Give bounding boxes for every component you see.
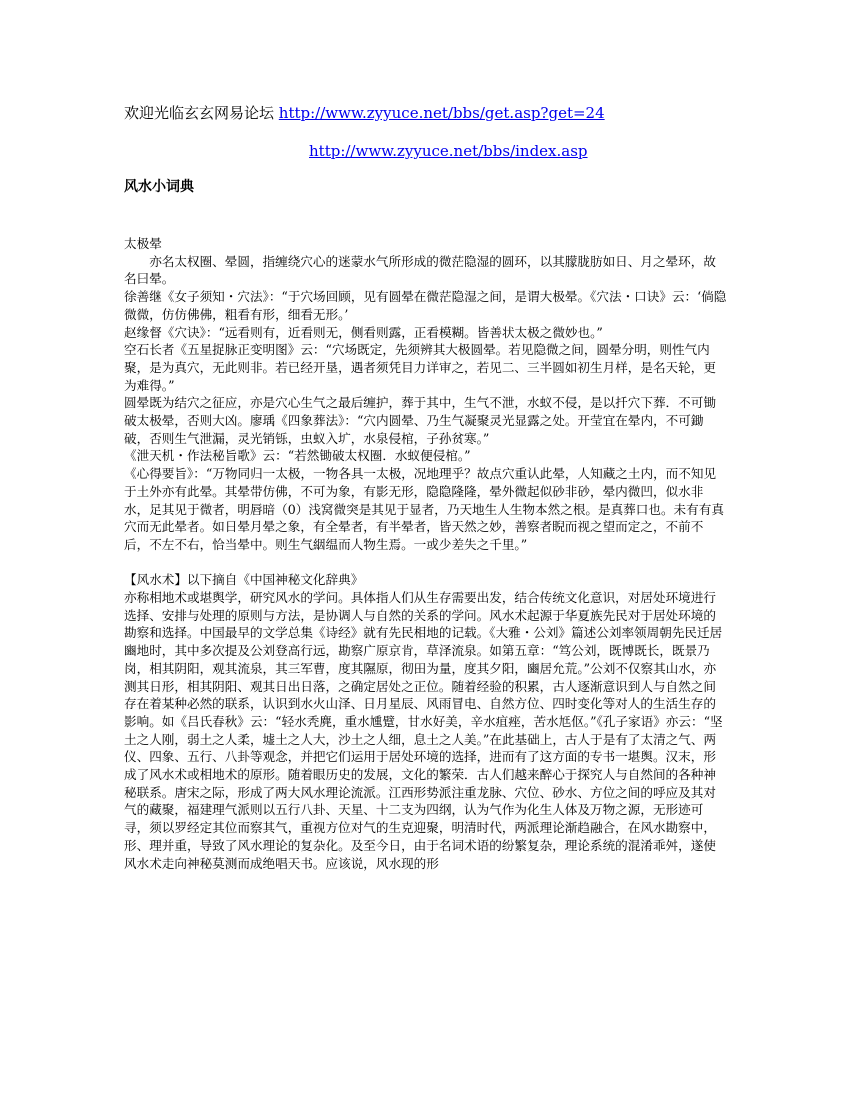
fengshui-heading: 【风水术】以下摘自《中国神秘文化辞典》 — [124, 572, 364, 588]
welcome-text: 欢迎光临玄玄网易论坛 — [124, 104, 275, 122]
forum-link-get[interactable]: http://www.zyyuce.net/bbs/get.asp?get=24 — [278, 104, 605, 122]
spacer — [124, 554, 728, 572]
section-title: 风水小词典 — [124, 179, 194, 195]
document-body — [124, 235, 728, 872]
paragraph-definition: 亦名太权圈、晕圆，指缠绕穴心的迷蒙水气所形成的微茫隐湿的圆环，以其朦胧肪如日、月之晕环，故名曰晕。 — [124, 253, 716, 287]
forum-link-index[interactable]: http://www.zyyuce.net/bbs/index.asp — [309, 142, 588, 160]
paragraph-yuanyun: 圆晕既为结穴之征应，亦是穴心生气之最后缠护，葬于其中，生气不泄，水蚁不侵，是以扦穴下葬．不可锄破太极晕，否则大凶。廖瑀《四象葬法》：“穴内圆晕、乃生气凝聚灵光显露之处。开莹宜在晕内，不可鋤破，否则生气泄漏，灵光销铄，虫蚁入圹，水泉侵棺，子孙贫寒。” — [124, 395, 716, 446]
paragraph-fengshui: 亦称相地术或堪舆学，研究风水的学问。具体指人们从生存需要出发，结合传统文化意识，对居处环境进行选择、安排与处理的原则与方法，是协调人与自然的关系的学问。风水术起源于华夏族先民对于居处环境的勘察和选择。中国最早的文学总集《诗经》就有先民相地的记载。《大雅・公刘》篇述公刘率领周朝先民迁居豳地时，其中多次提及公刘登高行远，勘察广原京肯，草泽流泉。如第五章：“笃公刘，既博既长，既景乃岗，相其阴阳，观其流泉，其三军曹，度其隰原，彻田为量，度其夕阳，豳居允荒。”公刘不仅察其山水，亦测其日形，相其阴阳、观其日出日落，之确定居处之正位。随着经验的积累，古人逐渐意识到人与自然之间存在着某种必然的联系，认识到水火山泽、日月星辰、风雨冒电、自然方位、四时变化等对人的生活生存的影响。如《吕氏春秋》云：“轻水秃麂，重水尰躄，甘水好美，辛水疽痤，苦水尪伛。”《孔子家语》亦云：“坚土之人刚，弱土之人柔，墟土之人大，沙土之人细，息土之人美。”在此基础上，古人于是有了太清之气、两仪、四象、五行、八卦等观念，并把它们运用于居处环境的选择，进而有了这方面的专书一堪舆。汉末，形成了风水术或相地术的原形。随着眼历史的发展，文化的繁荣．古人们越来醉心于探究人与自然间的各种神秘联系。唐宋之际，形成了两大风水理论流派。江西形势派注重龙脉、穴位、砂水、方位之间的呼应及其对气的藏聚，福建理气派则以五行八卦、天星、十二支为四纲，认为气作为化生人体及万物之源，无形迹可寻，须以罗经定其位而察其气，重视方位对气的生克迎聚，明清时代，两派理论渐趋融合，在风水勘察中，形、理并重，导致了风水理论的复杂化。及至今日，由于名词术语的纷繁复杂，理论系统的混淆乖舛，遂使风水术走向神秘莫测而成绝唱天书。应该说，风水现的形 — [124, 590, 723, 871]
header-line-2 — [309, 140, 588, 162]
header-line-1 — [124, 102, 605, 124]
paragraph-xinde: 《心得要旨》：“万物同归一太极，一物各具一太极，况地理乎？故点穴重认此晕，人知藏之土内，而不知见于土外亦有此晕。其晕带仿佛，不可为象，有影无形，隐隐隆隆，晕外微起似砂非砂，晕内微凹，似水非水，足其见于微者，明唇暗（0）浅窝微突是其见于显者，乃天地生人生物本然之根。是真葬口也。未有有真穴而无此晕者。如日晕月晕之象，有全晕者，有半晕者，皆天然之妙，善察者睨而视之望而定之，不前不后，不左不右，恰当晕中。则生气絪缊而人物生焉。一或少差失之千里。” — [124, 466, 724, 552]
paragraph-xietianji: 《泄天机・作法秘旨歌》云：“若然锄破太权圈．水蚁便侵棺。” — [124, 448, 471, 464]
term-taiji: 太极晕 — [124, 236, 162, 251]
paragraph-kongshi: 空石长者《五星捉脉正变明图》云：“穴场既定，先须辨其大极圆晕。若见隐微之间，圆晕分明，则性气内聚，是为真穴，无此则非。若已经开垦，遇者须凭目力详审之，若见二、三半圆如初生月样，是名天轮，更为难得。” — [124, 342, 716, 393]
paragraph-xu-shanji: 徐善继《女子须知・穴法》：“于穴场回顾，见有圆晕在微茫隐湿之间，是谓大极晕。《穴法・口诀》云：‘倘隐微微，仿仿佛佛，粗看有形，细看无形。’ — [124, 289, 727, 322]
paragraph-zhao-yuandu: 赵缘督《穴诀》：“远看则有，近看则无，侧看则露，正看模糊。皆善状太极之微妙也。” — [124, 324, 603, 340]
